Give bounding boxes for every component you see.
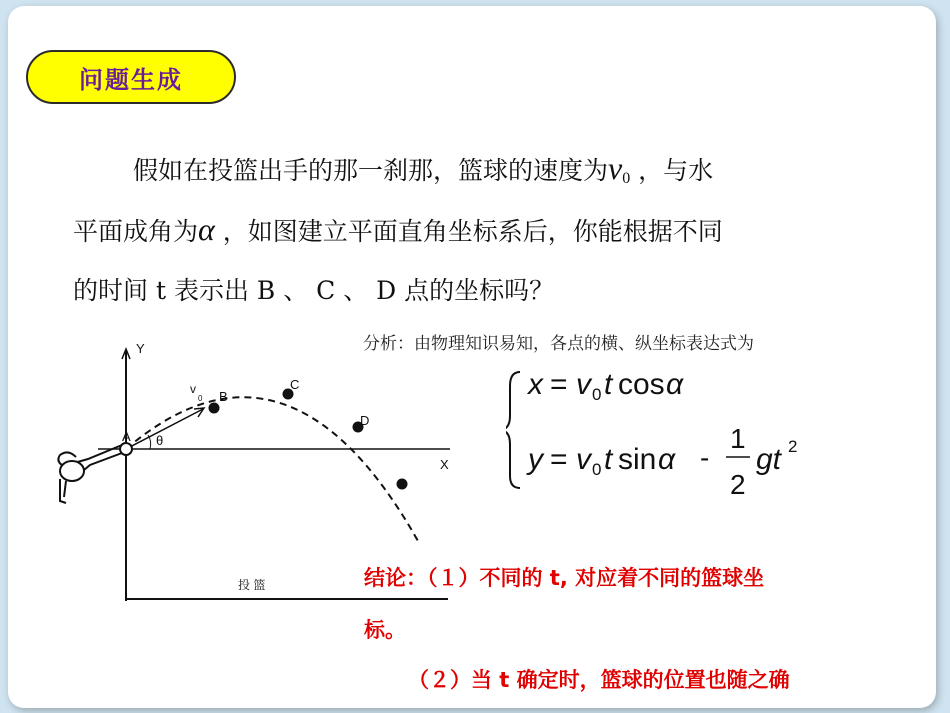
problem-paragraph <box>73 138 913 321</box>
point-b-label: B <box>219 389 228 404</box>
velocity-subscript: 0 <box>622 170 631 187</box>
svg-text:cos: cos <box>618 368 665 401</box>
svg-text:2: 2 <box>788 437 798 456</box>
svg-text:0: 0 <box>592 460 602 479</box>
paragraph-text: 的时间 t 表示出 B 、 C 、 D 点的坐标吗？ <box>73 276 555 305</box>
analysis-text: 分析：由物理知识易知，各点的横、纵坐标表达式为 <box>363 334 754 354</box>
point-c-label: C <box>290 377 300 392</box>
svg-text:2: 2 <box>730 469 746 500</box>
paragraph-text: 平面成角为 <box>73 217 199 246</box>
angle-label: θ <box>156 433 164 448</box>
player-figure <box>58 445 122 503</box>
point-a-label: A <box>122 429 131 444</box>
paragraph-text: 假如在投篮出手的那一刹那，篮球的速度为 <box>133 156 609 185</box>
svg-text:v: v <box>576 368 591 401</box>
conclusion-line-1: 结论：（１）不同的 t, 对应着不同的篮球坐 <box>364 566 765 590</box>
svg-text:-: - <box>700 442 710 473</box>
velocity-label: v <box>190 382 196 396</box>
alpha-symbol: α <box>198 211 215 247</box>
y-axis-label: Y <box>136 341 145 356</box>
point-d-label: D <box>360 413 370 428</box>
paragraph-line-1 <box>73 138 913 199</box>
svg-text:t: t <box>604 443 613 476</box>
svg-text:gt: gt <box>756 443 782 476</box>
svg-text:α: α <box>658 443 676 476</box>
svg-text:t: t <box>604 368 613 401</box>
parametric-formula <box>506 364 826 509</box>
velocity-symbol: v <box>608 150 623 186</box>
svg-text:1: 1 <box>730 423 746 454</box>
paragraph-line-3 <box>73 260 913 321</box>
svg-text:x: x <box>528 368 543 401</box>
paragraph-text: ，与水 <box>630 156 714 185</box>
svg-text:α: α <box>666 368 684 401</box>
svg-text:=: = <box>550 368 568 401</box>
svg-text:=: = <box>550 443 568 476</box>
slide <box>8 6 936 708</box>
svg-text:y: y <box>528 443 543 476</box>
svg-text:sin: sin <box>618 443 657 476</box>
velocity-sub-label: 0 <box>198 394 203 403</box>
svg-text:0: 0 <box>592 385 602 404</box>
paragraph-text: ，如图建立平面直角坐标系后，你能根据不同 <box>214 217 723 246</box>
badge-label: 问题生成 <box>79 65 183 94</box>
paragraph-line-2 <box>73 199 913 260</box>
diagram-caption: 投 篮 <box>238 578 266 592</box>
section-badge <box>26 50 236 104</box>
conclusion-line-3: （２）当 t 确定时，篮球的位置也随之确 <box>408 668 790 692</box>
conclusion-line-2: 标。 <box>364 618 406 642</box>
x-axis-label: X <box>440 457 449 472</box>
svg-text:v: v <box>576 443 591 476</box>
